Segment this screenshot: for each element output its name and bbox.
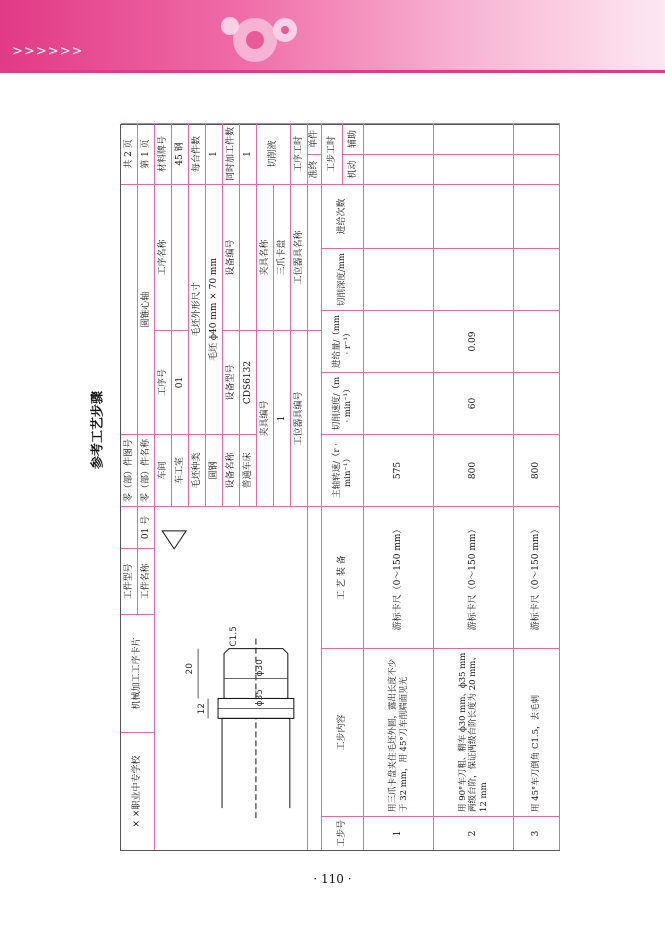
total-pages: 共 2 页 — [121, 123, 138, 184]
part-drawing-label: 零（部）件图号 — [121, 434, 138, 506]
equip-name-label: 设备名称 — [223, 434, 240, 506]
part-drawing-value — [121, 184, 138, 434]
shaft-drawing — [156, 509, 306, 848]
step-spindle: 800 — [434, 434, 514, 506]
gear-decoration-icon — [200, 8, 310, 68]
page-title: 参考工艺步骤 — [90, 390, 106, 470]
product-name-value: 01 号 — [138, 506, 155, 548]
blank-type-value: 圆钢 — [206, 434, 223, 506]
step-no-header: 工步号 — [322, 816, 364, 850]
step-passes — [364, 184, 434, 248]
workshop-value: 车工室 — [172, 434, 189, 506]
equip-no-value — [240, 184, 257, 330]
equip-name-value: 普通车床 — [240, 434, 257, 506]
fixture-name-label: 夹具名称 — [257, 184, 274, 330]
fixture-no-value: 1 — [274, 330, 291, 506]
step-feed — [364, 310, 434, 372]
prep-end-label: 准终 — [308, 154, 322, 184]
station-name-label: 工位器具名称 — [291, 184, 308, 330]
process-name-label: 工序名称 — [155, 184, 172, 330]
step-content: 用 90°车刀粗、精车 ϕ30 mm、ϕ35 mm 两级台阶，保证两级台阶长度为 20 mm、12 mm — [434, 648, 514, 816]
fixture-no-label: 夹具编号 — [257, 330, 274, 506]
step-passes — [434, 184, 514, 248]
speed-header: 切削速度/（m · min⁻¹） — [322, 372, 364, 434]
chamfer-label: C1.5 — [228, 626, 239, 647]
process-card-table — [120, 124, 560, 851]
step-spindle: 575 — [364, 434, 434, 506]
drawing-bottom — [308, 506, 322, 850]
step-equipment: 游标卡尺（0～150 mm） — [364, 506, 434, 648]
step-time-header: 工步工时 — [322, 123, 343, 184]
len-label-12: 12 — [197, 702, 208, 715]
machine-header: 机动 — [343, 154, 364, 184]
product-name-label: 工件名称 — [138, 548, 155, 614]
coolant-label: 切削液 — [257, 123, 291, 184]
header-banner — [0, 0, 665, 70]
school-name: × ×职业中专学校 — [121, 732, 155, 850]
feed-header: 进给量/（mm · r⁻¹） — [322, 310, 364, 372]
dia-label-30: ϕ30 — [254, 659, 265, 677]
pieces-value: 1 — [206, 123, 223, 184]
simul-label: 同时加工件数 — [223, 123, 240, 184]
station-no-label: 工位器具编号 — [291, 330, 308, 506]
step-passes — [514, 184, 560, 248]
material-label: 材料牌号 — [155, 123, 172, 184]
step-depth — [434, 248, 514, 310]
part-name-label: 零（部）件名称 — [138, 434, 155, 506]
blank-type-label: 毛坯种类 — [189, 434, 206, 506]
material-value: 45 钢 — [172, 123, 189, 184]
step-aux — [434, 123, 514, 154]
step-aux — [364, 123, 434, 154]
page-no: 第 1 页 — [138, 123, 155, 184]
workshop-label: 车间 — [155, 434, 172, 506]
product-model-label: 工件型号 — [121, 548, 138, 614]
pieces-label: 每台件数 — [189, 123, 206, 184]
step-no: 3 — [514, 816, 560, 850]
step-speed: 60 — [434, 372, 514, 434]
simul-value: 1 — [240, 123, 257, 184]
equip-no-label: 设备编号 — [223, 184, 240, 330]
process-name-value — [172, 184, 189, 330]
spindle-header: 主轴转速/（r · min⁻¹） — [322, 434, 364, 506]
card-name: 机械加工工序卡片 — [121, 614, 155, 732]
step-equipment: 游标卡尺（0～150 mm） — [514, 506, 560, 648]
depth-header: 切削深度/mm — [322, 248, 364, 310]
step-aux — [514, 123, 560, 154]
step-content: 用 45°车刀倒角 C1.5，去毛刺 — [514, 648, 560, 816]
dia-label-35: ϕ35 — [254, 689, 265, 707]
equipment-header: 工 艺 装 备 — [322, 506, 364, 648]
station-no-value — [308, 330, 322, 506]
step-depth — [364, 248, 434, 310]
step-depth — [514, 248, 560, 310]
step-no: 2 — [434, 816, 514, 850]
step-speed — [514, 372, 560, 434]
equip-model-value: CDS6132 — [240, 330, 257, 434]
process-card-frame — [120, 124, 560, 851]
step-machine — [364, 154, 434, 184]
step-machine — [434, 154, 514, 184]
step-content: 用三爪卡盘夹住毛坯外圆，露出长度不少于 32 mm，用 45°刀车削端面见光 — [364, 648, 434, 816]
chevrons-decoration: >>>>>> — [12, 44, 84, 59]
unit-label: 单件 — [308, 123, 322, 154]
step-content-header: 工步内容 — [322, 648, 364, 816]
step-no: 1 — [364, 816, 434, 850]
drawing-area — [155, 506, 308, 850]
equip-model-label: 设备型号 — [223, 330, 240, 434]
step-spindle: 800 — [514, 434, 560, 506]
aux-header: 辅助 — [343, 123, 364, 154]
step-equipment: 游标卡尺（0～150 mm） — [434, 506, 514, 648]
passes-header: 进给次数 — [322, 184, 364, 248]
fixture-name-value: 三爪卡盘 — [274, 184, 291, 330]
step-feed: 0.09 — [434, 310, 514, 372]
blank-size-value: 毛坯 ϕ40 mm × 70 mm — [206, 184, 223, 434]
process-no-label: 工序号 — [155, 330, 172, 434]
part-name-value: 圆锥心轴 — [138, 184, 155, 434]
step-speed — [364, 372, 434, 434]
step-machine — [514, 154, 560, 184]
product-model-value — [121, 506, 138, 548]
step-feed — [514, 310, 560, 372]
header-rule — [0, 70, 665, 73]
len-label-20: 20 — [185, 663, 196, 675]
process-time-label: 工序工时 — [291, 123, 308, 184]
page-number: · 110 · — [313, 872, 352, 886]
process-card — [120, 124, 560, 851]
station-name-value — [308, 184, 322, 330]
process-no-value: 01 — [172, 330, 189, 434]
blank-size-label: 毛坯外形尺寸 — [189, 184, 206, 434]
